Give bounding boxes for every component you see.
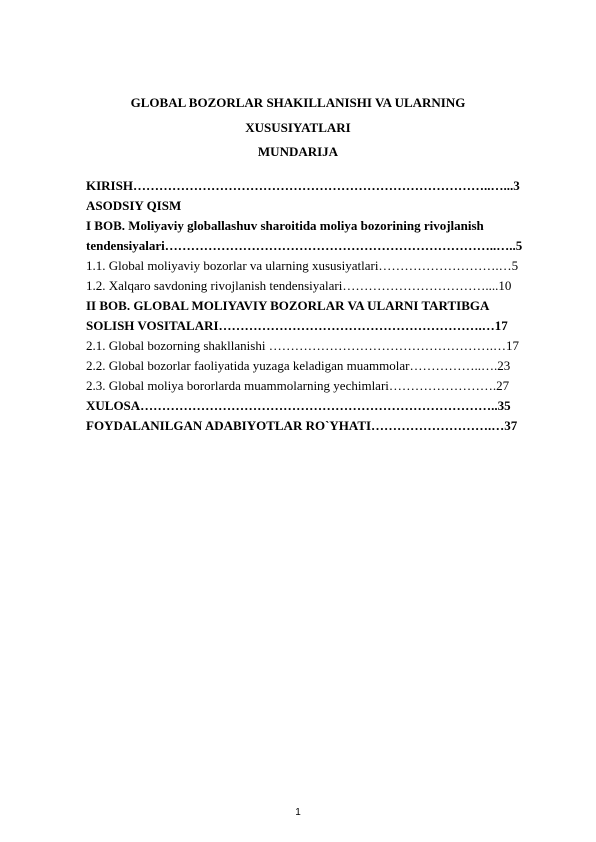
toc-entry-references: FOYDALANILGAN ADABIYOTLAR RO`YHATI……………………….…37 <box>86 418 518 433</box>
toc-entry-section-2-2: 2.2. Global bozorlar faoliyatida yuzaga keladigan muammolar……………..….23 <box>86 358 511 373</box>
toc-entry-chapter-2-line-2: SOLISH VOSITALARI…………………………………………………….…17 <box>86 318 508 333</box>
toc-entry-main-part: ASODSIY QISM <box>86 198 182 213</box>
document-title-line-1: GLOBAL BOZORLAR SHAKILLANISHI VA ULARNING <box>130 95 466 110</box>
toc-entry-chapter-2-line-1: II BOB. GLOBAL MOLIYAVIY BOZORLAR VA ULARNI TARTIBGA <box>86 298 490 313</box>
document-title-line-2: XUSUSIYATLARI <box>245 120 351 135</box>
toc-entry-conclusion: XULOSA………………………………………………………………………..35 <box>86 398 511 413</box>
toc-entry-chapter-1-line-2: tendensiyalari…………………………………………………………………..…..5 <box>86 238 523 253</box>
toc-entry-introduction: KIRISH………………………………………………………………………..…...3 <box>86 178 520 193</box>
table-of-contents-heading: MUNDARIJA <box>257 144 339 159</box>
toc-entry-section-1-2: 1.2. Xalqaro savdoning rivojlanish tendensiyalari……………………………....10 <box>86 278 512 293</box>
toc-entry-chapter-1-line-1: I BOB. Moliyaviy globallashuv sharoitida moliya bozorining rivojlanish <box>86 218 484 233</box>
toc-entry-section-2-3: 2.3. Global moliya bororlarda muammolarning yechimlari…………………….27 <box>86 378 510 393</box>
toc-entry-section-1-1: 1.1. Global moliyaviy bozorlar va ularning xususiyatlari……………………….…5 <box>86 258 519 273</box>
page-number: 1 <box>295 807 301 818</box>
toc-entry-section-2-1: 2.1. Global bozorning shakllanishi …………………………………………….…17 <box>86 338 519 353</box>
table-of-contents <box>86 176 546 436</box>
